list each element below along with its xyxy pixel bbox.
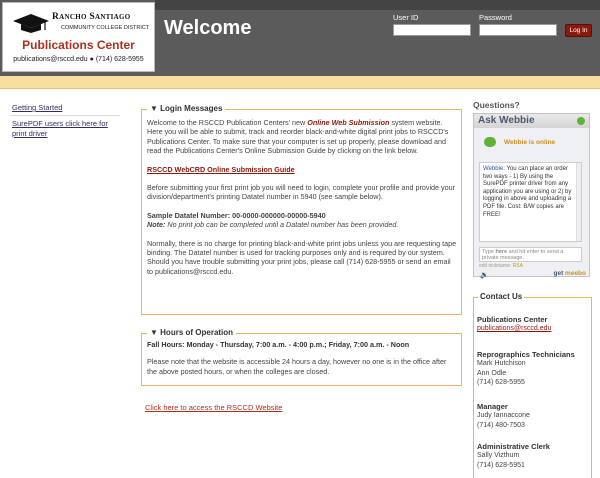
chat-input-hint-here: here — [495, 249, 508, 255]
chat-message-text: : You can place an order two ways - 1) By using the SurePDF printer driver from any application you are using or 2) by logging in above and uploading a PDF file. Cost: B/W copies are FREE! — [483, 166, 572, 218]
triangle-down-icon[interactable]: ▼ — [150, 104, 158, 113]
sidebar-item-surepdf-driver[interactable]: SurePDF users click here for print driver — [10, 115, 120, 141]
graduation-cap-icon — [11, 13, 51, 33]
logo-title: Publications Center — [22, 38, 135, 52]
chat-widget — [473, 113, 590, 277]
first-job-paragraph: Before submitting your first print job you will need to login, complete your profile and provide your division/department's printing Datatel number in 5940 (see sample below). — [147, 183, 456, 202]
fall-hours: Fall Hours: Monday - Thursday, 7:00 a.m. - 4:00 p.m.; Friday, 7:00 a.m. - Noon — [147, 340, 410, 349]
contact-line: Ann Odle — [477, 369, 507, 377]
hours-note: Please note that the website is accessible 24 hours a day, however no one is in the office after the above posted hours, or when the colleges are closed. — [147, 357, 447, 376]
chat-widget-title: Ask Webbie — [478, 115, 535, 126]
meebo-name: meebo — [565, 270, 586, 277]
page-title: Welcome — [164, 17, 252, 39]
chat-scrollbar[interactable] — [576, 163, 581, 241]
contact-line: (714) 628-5955 — [477, 379, 525, 387]
charges-paragraph: Normally, there is no charge for printing black-and-white print jobs unless you are requesting tape binding. The Datatel number is used for tracking purposes only and is required by our system. Should you have trouble submitting your print jobs, please call (714) 628-5955 or send an email to publications@rsccd.edu. — [147, 238, 457, 276]
contact-publications — [477, 315, 551, 334]
site-logo[interactable] — [2, 2, 155, 72]
rsccd-website-link[interactable]: Click here to access the RSCCD Website — [145, 403, 283, 412]
meebo-logo[interactable] — [553, 270, 586, 277]
chat-sender: Webbie — [483, 166, 504, 172]
logo-name: Rancho Santiago — [52, 12, 131, 22]
logo-contact: publications@rsccd.edu ● (714) 628-5955 — [13, 56, 144, 63]
contact-reprographics — [477, 350, 575, 388]
chat-bubble-icon — [484, 137, 496, 147]
submission-guide-link[interactable]: RSCCD WebCRD Online Submission Guide — [147, 164, 295, 174]
questions-section — [473, 100, 593, 277]
triangle-down-icon[interactable]: ▼ — [150, 328, 158, 337]
contact-head: Manager — [477, 402, 508, 411]
password-label: Password — [479, 13, 512, 22]
chat-input-hint-a: Type — [482, 249, 496, 255]
contact-line: (714) 628-5951 — [477, 461, 525, 469]
chat-input-hint-b: and hit enter to send a private message. — [482, 249, 564, 261]
welcome-text-b: system website. Here you will be able to submit, track and reorder black-and-white digital print jobs to RSCCD's Publications Center. To make sure that your computer is set up properly, please download and read the Publications Center's Online Submission Guide by clicking on the link below. — [147, 118, 449, 156]
login-messages-heading: Login Messages — [160, 104, 223, 113]
questions-title: Questions? — [473, 100, 520, 110]
contact-line: (714) 480-7503 — [477, 421, 525, 429]
chat-input[interactable] — [479, 247, 582, 262]
contact-email-link[interactable]: publications@rsccd.edu — [477, 325, 552, 333]
contact-panel — [473, 292, 592, 478]
login-messages-title — [147, 104, 225, 113]
hours-heading: Hours of Operation — [160, 328, 234, 337]
login-button[interactable]: Log In — [565, 24, 592, 37]
contact-manager — [477, 402, 530, 430]
welcome-paragraph — [147, 118, 457, 156]
contact-title: Contact Us — [480, 292, 523, 301]
nickname-value: RSA — [512, 263, 523, 269]
logo-district: COMMUNITY COLLEGE DISTRICT — [61, 25, 150, 31]
chat-message-log[interactable] — [479, 162, 582, 242]
sample-datatel — [147, 211, 457, 230]
chat-widget-header — [474, 114, 589, 128]
user-id-input[interactable] — [393, 24, 471, 36]
meebo-get: get — [553, 270, 564, 277]
user-id-label: User ID — [393, 13, 419, 22]
welcome-text-a: Welcome to the RSCCD Publication Centers' new — [147, 118, 308, 127]
contact-head: Administrative Clerk — [477, 442, 550, 451]
contact-line: Judy Iannaccone — [477, 412, 530, 420]
hours-title — [147, 328, 236, 337]
speaker-icon[interactable]: 🔉 — [480, 272, 489, 279]
welcome-emphasis: Online Web Submission — [307, 118, 390, 127]
hours-panel — [141, 328, 462, 386]
password-input[interactable] — [479, 24, 557, 36]
contact-admin-clerk — [477, 442, 550, 470]
contact-head: Publications Center — [477, 315, 548, 324]
note-text: No print job can be completed until a Datatel number has been provided. — [167, 220, 399, 230]
sample-label: Sample Datatel Number: — [147, 210, 231, 220]
header-bar — [0, 0, 600, 76]
sidebar-nav — [10, 100, 120, 141]
login-messages-panel — [141, 104, 462, 315]
header-accent-bar — [0, 76, 600, 89]
sidebar-item-getting-started[interactable]: Getting Started — [12, 103, 63, 112]
contact-line: Mark Hutchison — [477, 360, 526, 368]
note-label: Note: — [147, 220, 166, 230]
contact-head: Reprographics Technicians — [477, 350, 575, 359]
sample-value: 00-0000-000000-00000-5940 — [232, 210, 326, 220]
chat-status-text: Webbie is online — [504, 139, 556, 146]
nickname-label: edit nickname: — [479, 263, 512, 269]
contact-line: Sally Vizthum — [477, 452, 520, 460]
chat-status — [480, 135, 580, 153]
edit-nickname[interactable] — [479, 263, 523, 269]
online-status-icon[interactable] — [577, 117, 585, 125]
header-top-stripe — [155, 0, 600, 10]
